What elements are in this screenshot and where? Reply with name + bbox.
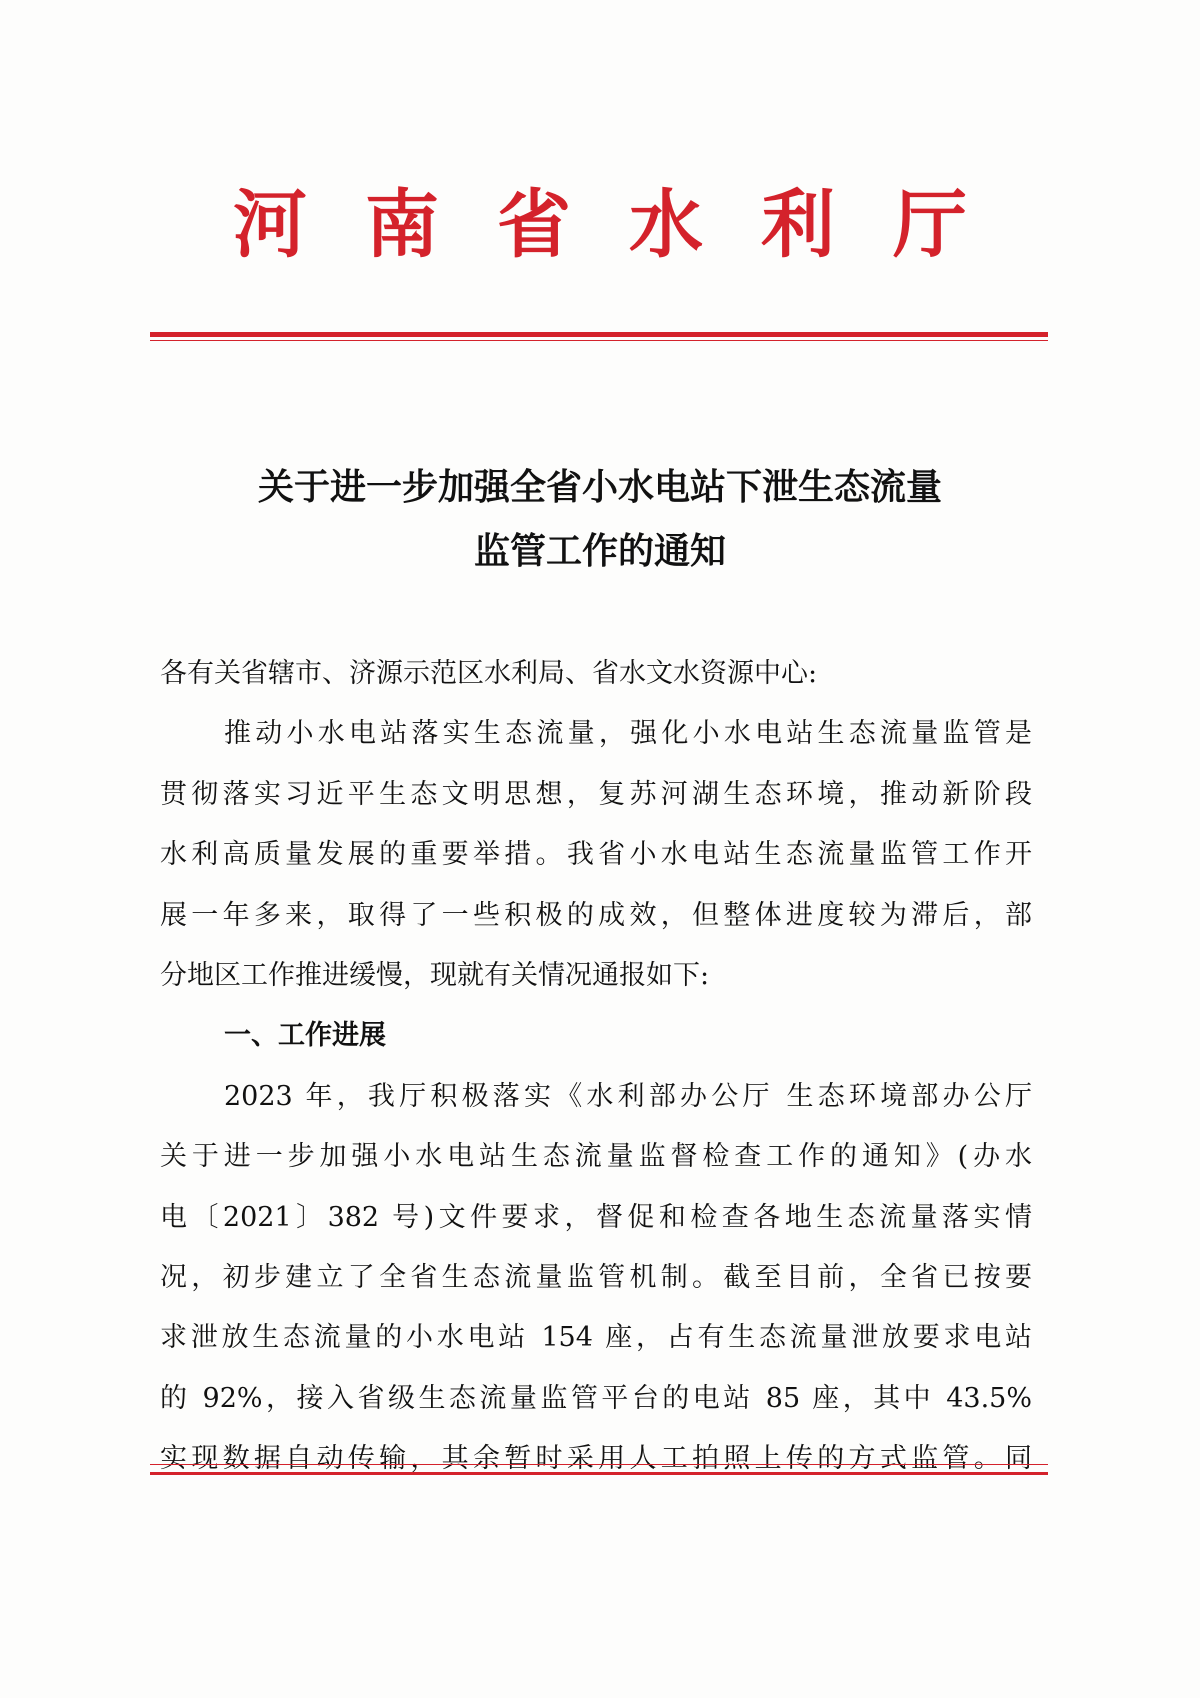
section-line: 关于进一步加强小水电站生态流量监督检查工作的通知》(办水 xyxy=(160,1141,1032,1173)
letterhead-title: 河南省水利厅 xyxy=(233,182,1025,268)
footer-rule-thin xyxy=(150,1464,1048,1465)
section-line: 的 92%，接入省级生态流量监管平台的电站 85 座，其中 43.5% xyxy=(160,1382,1032,1414)
notice-title xyxy=(150,456,1050,584)
notice-body xyxy=(160,644,1032,1489)
notice-title-line: 监管工作的通知 xyxy=(473,531,726,572)
section-line: 实现数据自动传输，其余暂时采用人工拍照上传的方式监管。同 xyxy=(160,1443,1032,1475)
section-line: 求泄放生态流量的小水电站 154 座，占有生态流量泄放要求电站 xyxy=(160,1322,1032,1354)
section-line: 2023 年，我厅积极落实《水利部办公厅 生态环境部办公厅 xyxy=(224,1080,1032,1112)
body-line: 推动小水电站落实生态流量，强化小水电站生态流量监管是 xyxy=(224,718,1032,750)
notice-title-line: 关于进一步加强全省小水电站下泄生态流量 xyxy=(257,467,942,508)
body-line: 展一年多来，取得了一些积极的成效，但整体进度较为滞后，部 xyxy=(160,899,1032,931)
section-line: 况，初步建立了全省生态流量监管机制。截至目前，全省已按要 xyxy=(160,1261,1032,1293)
body-line: 分地区工作推进缓慢，现就有关情况通报如下: xyxy=(160,959,710,991)
recipients-line: 各有关省辖市、济源示范区水利局、省水文水资源中心: xyxy=(160,658,818,689)
body-line: 水利高质量发展的重要举措。我省小水电站生态流量监管工作开 xyxy=(160,839,1032,871)
footer-rule-thick xyxy=(150,1472,1048,1475)
letterhead-rule-thin xyxy=(150,340,1048,341)
section-line: 电〔2021〕382 号)文件要求，督促和检查各地生态流量落实情 xyxy=(160,1201,1032,1233)
letterhead-rule-thick xyxy=(150,332,1048,337)
body-line: 贯彻落实习近平生态文明思想，复苏河湖生态环境，推动新阶段 xyxy=(160,778,1032,810)
section-heading: 一、工作进展 xyxy=(224,1020,386,1052)
